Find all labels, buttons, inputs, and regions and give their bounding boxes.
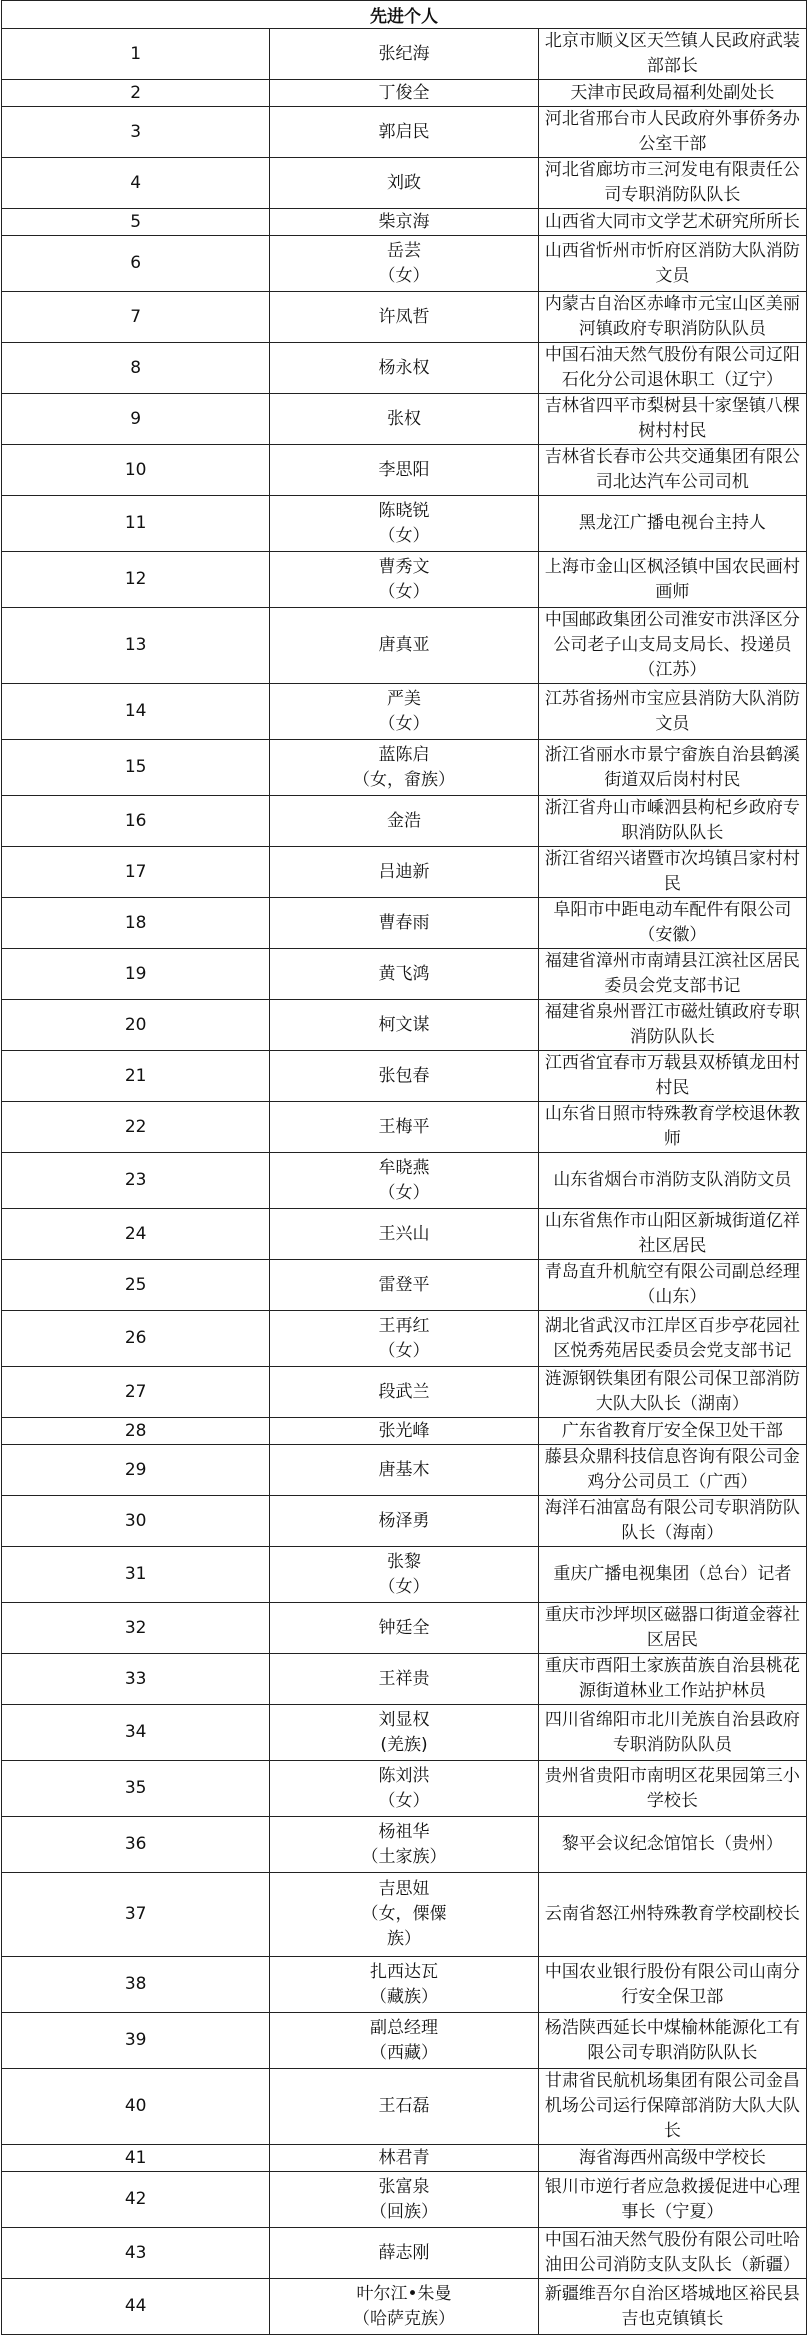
table-row bbox=[2, 2013, 807, 2069]
table-row bbox=[2, 847, 807, 898]
organization: 吉林省长春市公共交通集团有限公司北达汽车公司司机 bbox=[538, 445, 806, 496]
table-row bbox=[2, 107, 807, 158]
person-name bbox=[270, 1367, 538, 1418]
organization: 山东省焦作市山阳区新城街道亿祥社区居民 bbox=[538, 1209, 806, 1260]
person-name bbox=[270, 343, 538, 394]
person-name bbox=[270, 1445, 538, 1496]
row-number: 30 bbox=[2, 1496, 270, 1547]
person-name bbox=[270, 1102, 538, 1153]
person-name bbox=[270, 445, 538, 496]
name-line: 林君青 bbox=[378, 2147, 430, 2168]
name-line: 王兴山 bbox=[378, 1223, 430, 1244]
person-name bbox=[270, 1817, 538, 1873]
row-number: 35 bbox=[2, 1761, 270, 1817]
name-line: （女） bbox=[378, 1340, 430, 1361]
table-row bbox=[2, 1367, 807, 1418]
organization: 青岛直升机航空有限公司副总经理（山东） bbox=[538, 1260, 806, 1311]
table-row bbox=[2, 1102, 807, 1153]
organization: 杨浩陕西延长中煤榆林能源化工有限公司专职消防队队长 bbox=[538, 2013, 806, 2069]
table-row bbox=[2, 1547, 807, 1603]
table-row bbox=[2, 1957, 807, 2013]
table-row bbox=[2, 1051, 807, 1102]
name-line: 族） bbox=[386, 1929, 421, 1949]
name-line: 岳芸 bbox=[386, 240, 421, 261]
row-number: 2 bbox=[2, 80, 270, 107]
person-name bbox=[270, 107, 538, 158]
name-line: 杨永权 bbox=[378, 357, 430, 378]
name-line: （藏族） bbox=[369, 1986, 438, 2007]
name-line: 张纪海 bbox=[378, 43, 430, 64]
organization: 重庆广播电视集团（总台）记者 bbox=[538, 1547, 806, 1603]
table-row bbox=[2, 1445, 807, 1496]
organization: 河北省廊坊市三河发电有限责任公司专职消防队队长 bbox=[538, 158, 806, 209]
person-name bbox=[270, 1209, 538, 1260]
name-line: 柴京海 bbox=[378, 211, 430, 232]
row-number: 15 bbox=[2, 740, 270, 796]
row-number: 37 bbox=[2, 1873, 270, 1957]
person-name bbox=[270, 1000, 538, 1051]
table-row bbox=[2, 1705, 807, 1761]
person-name bbox=[270, 1873, 538, 1957]
row-number: 23 bbox=[2, 1153, 270, 1209]
row-number: 19 bbox=[2, 949, 270, 1000]
table-row bbox=[2, 1311, 807, 1367]
person-name bbox=[270, 847, 538, 898]
organization: 浙江省绍兴诸暨市次坞镇吕家村村民 bbox=[538, 847, 806, 898]
organization: 重庆市酉阳土家族苗族自治县桃花源街道林业工作站护林员 bbox=[538, 1654, 806, 1705]
table-row bbox=[2, 898, 807, 949]
person-name bbox=[270, 236, 538, 292]
name-line: 郭启民 bbox=[378, 121, 430, 142]
row-number: 16 bbox=[2, 796, 270, 847]
table-row bbox=[2, 684, 807, 740]
row-number: 42 bbox=[2, 2172, 270, 2228]
organization: 山西省忻州市忻府区消防大队消防文员 bbox=[538, 236, 806, 292]
organization: 上海市金山区枫泾镇中国农民画村画师 bbox=[538, 552, 806, 608]
organization: 甘肃省民航机场集团有限公司金昌机场公司运行保障部消防大队大队长 bbox=[538, 2069, 806, 2145]
person-name bbox=[270, 1260, 538, 1311]
row-number: 10 bbox=[2, 445, 270, 496]
row-number: 11 bbox=[2, 496, 270, 552]
row-number: 17 bbox=[2, 847, 270, 898]
name-line: 丁俊全 bbox=[378, 82, 430, 103]
name-line: （女） bbox=[378, 581, 430, 602]
person-name bbox=[270, 2145, 538, 2172]
organization: 海洋石油富岛有限公司专职消防队队长（海南） bbox=[538, 1496, 806, 1547]
row-number: 41 bbox=[2, 2145, 270, 2172]
person-name bbox=[270, 1603, 538, 1654]
table-row bbox=[2, 1153, 807, 1209]
row-number: 27 bbox=[2, 1367, 270, 1418]
organization: 福建省泉州晋江市磁灶镇政府专职消防队队长 bbox=[538, 1000, 806, 1051]
person-name bbox=[270, 796, 538, 847]
person-name bbox=[270, 2172, 538, 2228]
table-row bbox=[2, 2069, 807, 2145]
name-line: 李思阳 bbox=[378, 459, 430, 480]
organization: 新疆维吾尔自治区塔城地区裕民县吉也克镇镇长 bbox=[538, 2279, 806, 2335]
name-line: （西藏） bbox=[369, 2042, 438, 2063]
organization: 河北省邢台市人民政府外事侨务办公室干部 bbox=[538, 107, 806, 158]
person-name bbox=[270, 740, 538, 796]
person-name bbox=[270, 608, 538, 684]
organization: 吉林省四平市梨树县十家堡镇八棵树村村民 bbox=[538, 394, 806, 445]
row-number: 25 bbox=[2, 1260, 270, 1311]
row-number: 31 bbox=[2, 1547, 270, 1603]
organization: 浙江省舟山市嵊泗县枸杞乡政府专职消防队队长 bbox=[538, 796, 806, 847]
name-line: （女） bbox=[378, 713, 430, 734]
name-line: 唐真亚 bbox=[378, 635, 430, 655]
organization: 江西省宜春市万载县双桥镇龙田村村民 bbox=[538, 1051, 806, 1102]
name-line: （回族） bbox=[369, 2201, 438, 2222]
name-line: (羌族) bbox=[380, 1734, 428, 1755]
name-line: 陈刘洪 bbox=[378, 1765, 430, 1786]
organization: 四川省绵阳市北川羌族自治县政府专职消防队队员 bbox=[538, 1705, 806, 1761]
organization: 江苏省扬州市宝应县消防大队消防文员 bbox=[538, 684, 806, 740]
person-name bbox=[270, 898, 538, 949]
table-row bbox=[2, 1209, 807, 1260]
table-row bbox=[2, 394, 807, 445]
row-number: 20 bbox=[2, 1000, 270, 1051]
row-number: 4 bbox=[2, 158, 270, 209]
organization: 藤县众鼎科技信息咨询有限公司金鸡分公司员工（广西） bbox=[538, 1445, 806, 1496]
name-line: 王石磊 bbox=[378, 2096, 430, 2116]
person-name bbox=[270, 2228, 538, 2279]
table-row bbox=[2, 343, 807, 394]
name-line: 陈晓锐 bbox=[378, 500, 430, 521]
organization: 重庆市沙坪坝区磁器口街道金蓉社区居民 bbox=[538, 1603, 806, 1654]
person-name bbox=[270, 29, 538, 80]
table-row bbox=[2, 292, 807, 343]
row-number: 33 bbox=[2, 1654, 270, 1705]
person-name bbox=[270, 1654, 538, 1705]
row-number: 7 bbox=[2, 292, 270, 343]
row-number: 44 bbox=[2, 2279, 270, 2335]
table-row bbox=[2, 445, 807, 496]
name-line: 严美 bbox=[386, 688, 421, 709]
row-number: 21 bbox=[2, 1051, 270, 1102]
name-line: 杨泽勇 bbox=[378, 1510, 430, 1531]
row-number: 13 bbox=[2, 608, 270, 684]
table-header-row bbox=[2, 1, 807, 29]
row-number: 28 bbox=[2, 1418, 270, 1445]
name-line: （女，畲族） bbox=[352, 769, 455, 790]
table-row bbox=[2, 236, 807, 292]
organization: 贵州省贵阳市南明区花果园第三小学校长 bbox=[538, 1761, 806, 1817]
table-row bbox=[2, 1761, 807, 1817]
person-name bbox=[270, 1761, 538, 1817]
row-number: 40 bbox=[2, 2069, 270, 2145]
organization: 中国农业银行股份有限公司山南分行安全保卫部 bbox=[538, 1957, 806, 2013]
table-row bbox=[2, 2145, 807, 2172]
table-row bbox=[2, 1873, 807, 1957]
name-line: 王再红 bbox=[378, 1315, 430, 1336]
name-line: 杨祖华 bbox=[378, 1821, 430, 1842]
table-row bbox=[2, 2228, 807, 2279]
name-line: 蓝陈启 bbox=[378, 744, 430, 765]
name-line: 金浩 bbox=[386, 810, 421, 831]
row-number: 9 bbox=[2, 394, 270, 445]
row-number: 22 bbox=[2, 1102, 270, 1153]
name-line: 雷登平 bbox=[378, 1274, 430, 1295]
table-row bbox=[2, 1603, 807, 1654]
person-name bbox=[270, 1547, 538, 1603]
name-line: 吕迪新 bbox=[378, 861, 430, 882]
row-number: 12 bbox=[2, 552, 270, 608]
name-line: 钟廷全 bbox=[378, 1617, 430, 1638]
table-row bbox=[2, 1000, 807, 1051]
person-name bbox=[270, 1705, 538, 1761]
table-row bbox=[2, 1654, 807, 1705]
row-number: 6 bbox=[2, 236, 270, 292]
person-name bbox=[270, 684, 538, 740]
person-name bbox=[270, 158, 538, 209]
name-line: 唐基木 bbox=[378, 1459, 430, 1480]
name-line: 刘政 bbox=[386, 172, 421, 193]
name-line: 张权 bbox=[386, 408, 421, 429]
person-name bbox=[270, 2013, 538, 2069]
person-name bbox=[270, 1957, 538, 2013]
name-line: （女） bbox=[378, 525, 430, 546]
organization: 云南省怒江州特殊教育学校副校长 bbox=[538, 1873, 806, 1957]
organization: 北京市顺义区天竺镇人民政府武装部部长 bbox=[538, 29, 806, 80]
person-name bbox=[270, 1051, 538, 1102]
name-line: 刘显权 bbox=[378, 1709, 430, 1730]
table-row bbox=[2, 1496, 807, 1547]
row-number: 3 bbox=[2, 107, 270, 158]
organization: 中国石油天然气股份有限公司辽阳石化分公司退休职工（辽宁） bbox=[538, 343, 806, 394]
organization: 内蒙古自治区赤峰市元宝山区美丽河镇政府专职消防队队员 bbox=[538, 292, 806, 343]
person-name bbox=[270, 292, 538, 343]
row-number: 39 bbox=[2, 2013, 270, 2069]
name-line: 王梅平 bbox=[378, 1116, 430, 1137]
organization: 福建省漳州市南靖县江滨社区居民委员会党支部书记 bbox=[538, 949, 806, 1000]
row-number: 29 bbox=[2, 1445, 270, 1496]
name-line: （女） bbox=[378, 1182, 430, 1203]
row-number: 32 bbox=[2, 1603, 270, 1654]
name-line: 曹春雨 bbox=[378, 912, 430, 933]
name-line: （女，傈僳 bbox=[361, 1904, 447, 1924]
person-name bbox=[270, 1153, 538, 1209]
table-row bbox=[2, 80, 807, 107]
row-number: 43 bbox=[2, 2228, 270, 2279]
row-number: 26 bbox=[2, 1311, 270, 1367]
name-line: 段武兰 bbox=[378, 1381, 430, 1402]
table-row bbox=[2, 2172, 807, 2228]
name-line: 牟晓燕 bbox=[378, 1157, 430, 1178]
organization: 中国石油天然气股份有限公司吐哈油田公司消防支队支队长（新疆） bbox=[538, 2228, 806, 2279]
person-name bbox=[270, 394, 538, 445]
row-number: 34 bbox=[2, 1705, 270, 1761]
organization: 银川市逆行者应急救援促进中心理事长（宁夏） bbox=[538, 2172, 806, 2228]
person-name bbox=[270, 552, 538, 608]
name-line: 张富泉 bbox=[378, 2176, 430, 2197]
name-line: 吉思妞 bbox=[378, 1879, 430, 1899]
name-line: （女） bbox=[378, 1576, 430, 1597]
organization: 黑龙江广播电视台主持人 bbox=[538, 496, 806, 552]
name-line: 张包春 bbox=[378, 1065, 430, 1086]
honor-table bbox=[1, 0, 807, 2335]
table-body bbox=[2, 29, 807, 2335]
name-line: 张黎 bbox=[386, 1551, 421, 1572]
row-number: 18 bbox=[2, 898, 270, 949]
person-name bbox=[270, 1418, 538, 1445]
table-row bbox=[2, 209, 807, 236]
name-line: 黄飞鸿 bbox=[378, 963, 430, 984]
name-line: 王祥贵 bbox=[378, 1668, 430, 1689]
table-row bbox=[2, 158, 807, 209]
organization: 黎平会议纪念馆馆长（贵州） bbox=[538, 1817, 806, 1873]
name-line: 薛志刚 bbox=[378, 2242, 430, 2263]
row-number: 1 bbox=[2, 29, 270, 80]
organization: 天津市民政局福利处副处长 bbox=[538, 80, 806, 107]
table-row bbox=[2, 29, 807, 80]
person-name bbox=[270, 1311, 538, 1367]
organization: 涟源钢铁集团有限公司保卫部消防大队大队长（湖南） bbox=[538, 1367, 806, 1418]
table-title: 先进个人 bbox=[2, 1, 807, 29]
table-row bbox=[2, 1260, 807, 1311]
organization: 浙江省丽水市景宁畲族自治县鹤溪街道双后岗村村民 bbox=[538, 740, 806, 796]
table-row bbox=[2, 796, 807, 847]
name-line: （女） bbox=[378, 1790, 430, 1811]
organization: 海省海西州高级中学校长 bbox=[538, 2145, 806, 2172]
row-number: 24 bbox=[2, 1209, 270, 1260]
name-line: 柯文谋 bbox=[378, 1014, 430, 1035]
person-name bbox=[270, 949, 538, 1000]
table-row bbox=[2, 740, 807, 796]
table-row bbox=[2, 1817, 807, 1873]
name-line: 张光峰 bbox=[378, 1420, 430, 1441]
organization: 湖北省武汉市江岸区百步亭花园社区悦秀苑居民委员会党支部书记 bbox=[538, 1311, 806, 1367]
table-row bbox=[2, 1418, 807, 1445]
table-row bbox=[2, 552, 807, 608]
organization: 阜阳市中距电动车配件有限公司（安徽） bbox=[538, 898, 806, 949]
person-name bbox=[270, 2279, 538, 2335]
person-name bbox=[270, 1496, 538, 1547]
organization: 广东省教育厅安全保卫处干部 bbox=[538, 1418, 806, 1445]
name-line: （土家族） bbox=[361, 1846, 447, 1867]
row-number: 38 bbox=[2, 1957, 270, 2013]
table-row bbox=[2, 949, 807, 1000]
row-number: 36 bbox=[2, 1817, 270, 1873]
row-number: 14 bbox=[2, 684, 270, 740]
name-line: 扎西达瓦 bbox=[369, 1961, 438, 1982]
table-row bbox=[2, 2279, 807, 2335]
row-number: 5 bbox=[2, 209, 270, 236]
person-name bbox=[270, 80, 538, 107]
table-row bbox=[2, 608, 807, 684]
name-line: （哈萨克族） bbox=[352, 2308, 455, 2329]
table-row bbox=[2, 496, 807, 552]
organization: 山东省日照市特殊教育学校退休教师 bbox=[538, 1102, 806, 1153]
name-line: 曹秀文 bbox=[378, 556, 430, 577]
name-line: （女） bbox=[378, 265, 430, 286]
name-line: 叶尔江•朱曼 bbox=[356, 2283, 452, 2304]
organization: 中国邮政集团公司淮安市洪泽区分公司老子山支局支局长、投递员（江苏） bbox=[538, 608, 806, 684]
name-line: 副总经理 bbox=[369, 2017, 438, 2038]
organization: 山西省大同市文学艺术研究所所长 bbox=[538, 209, 806, 236]
person-name bbox=[270, 209, 538, 236]
person-name bbox=[270, 496, 538, 552]
person-name bbox=[270, 2069, 538, 2145]
organization: 山东省烟台市消防支队消防文员 bbox=[538, 1153, 806, 1209]
name-line: 许凤哲 bbox=[378, 306, 430, 327]
row-number: 8 bbox=[2, 343, 270, 394]
